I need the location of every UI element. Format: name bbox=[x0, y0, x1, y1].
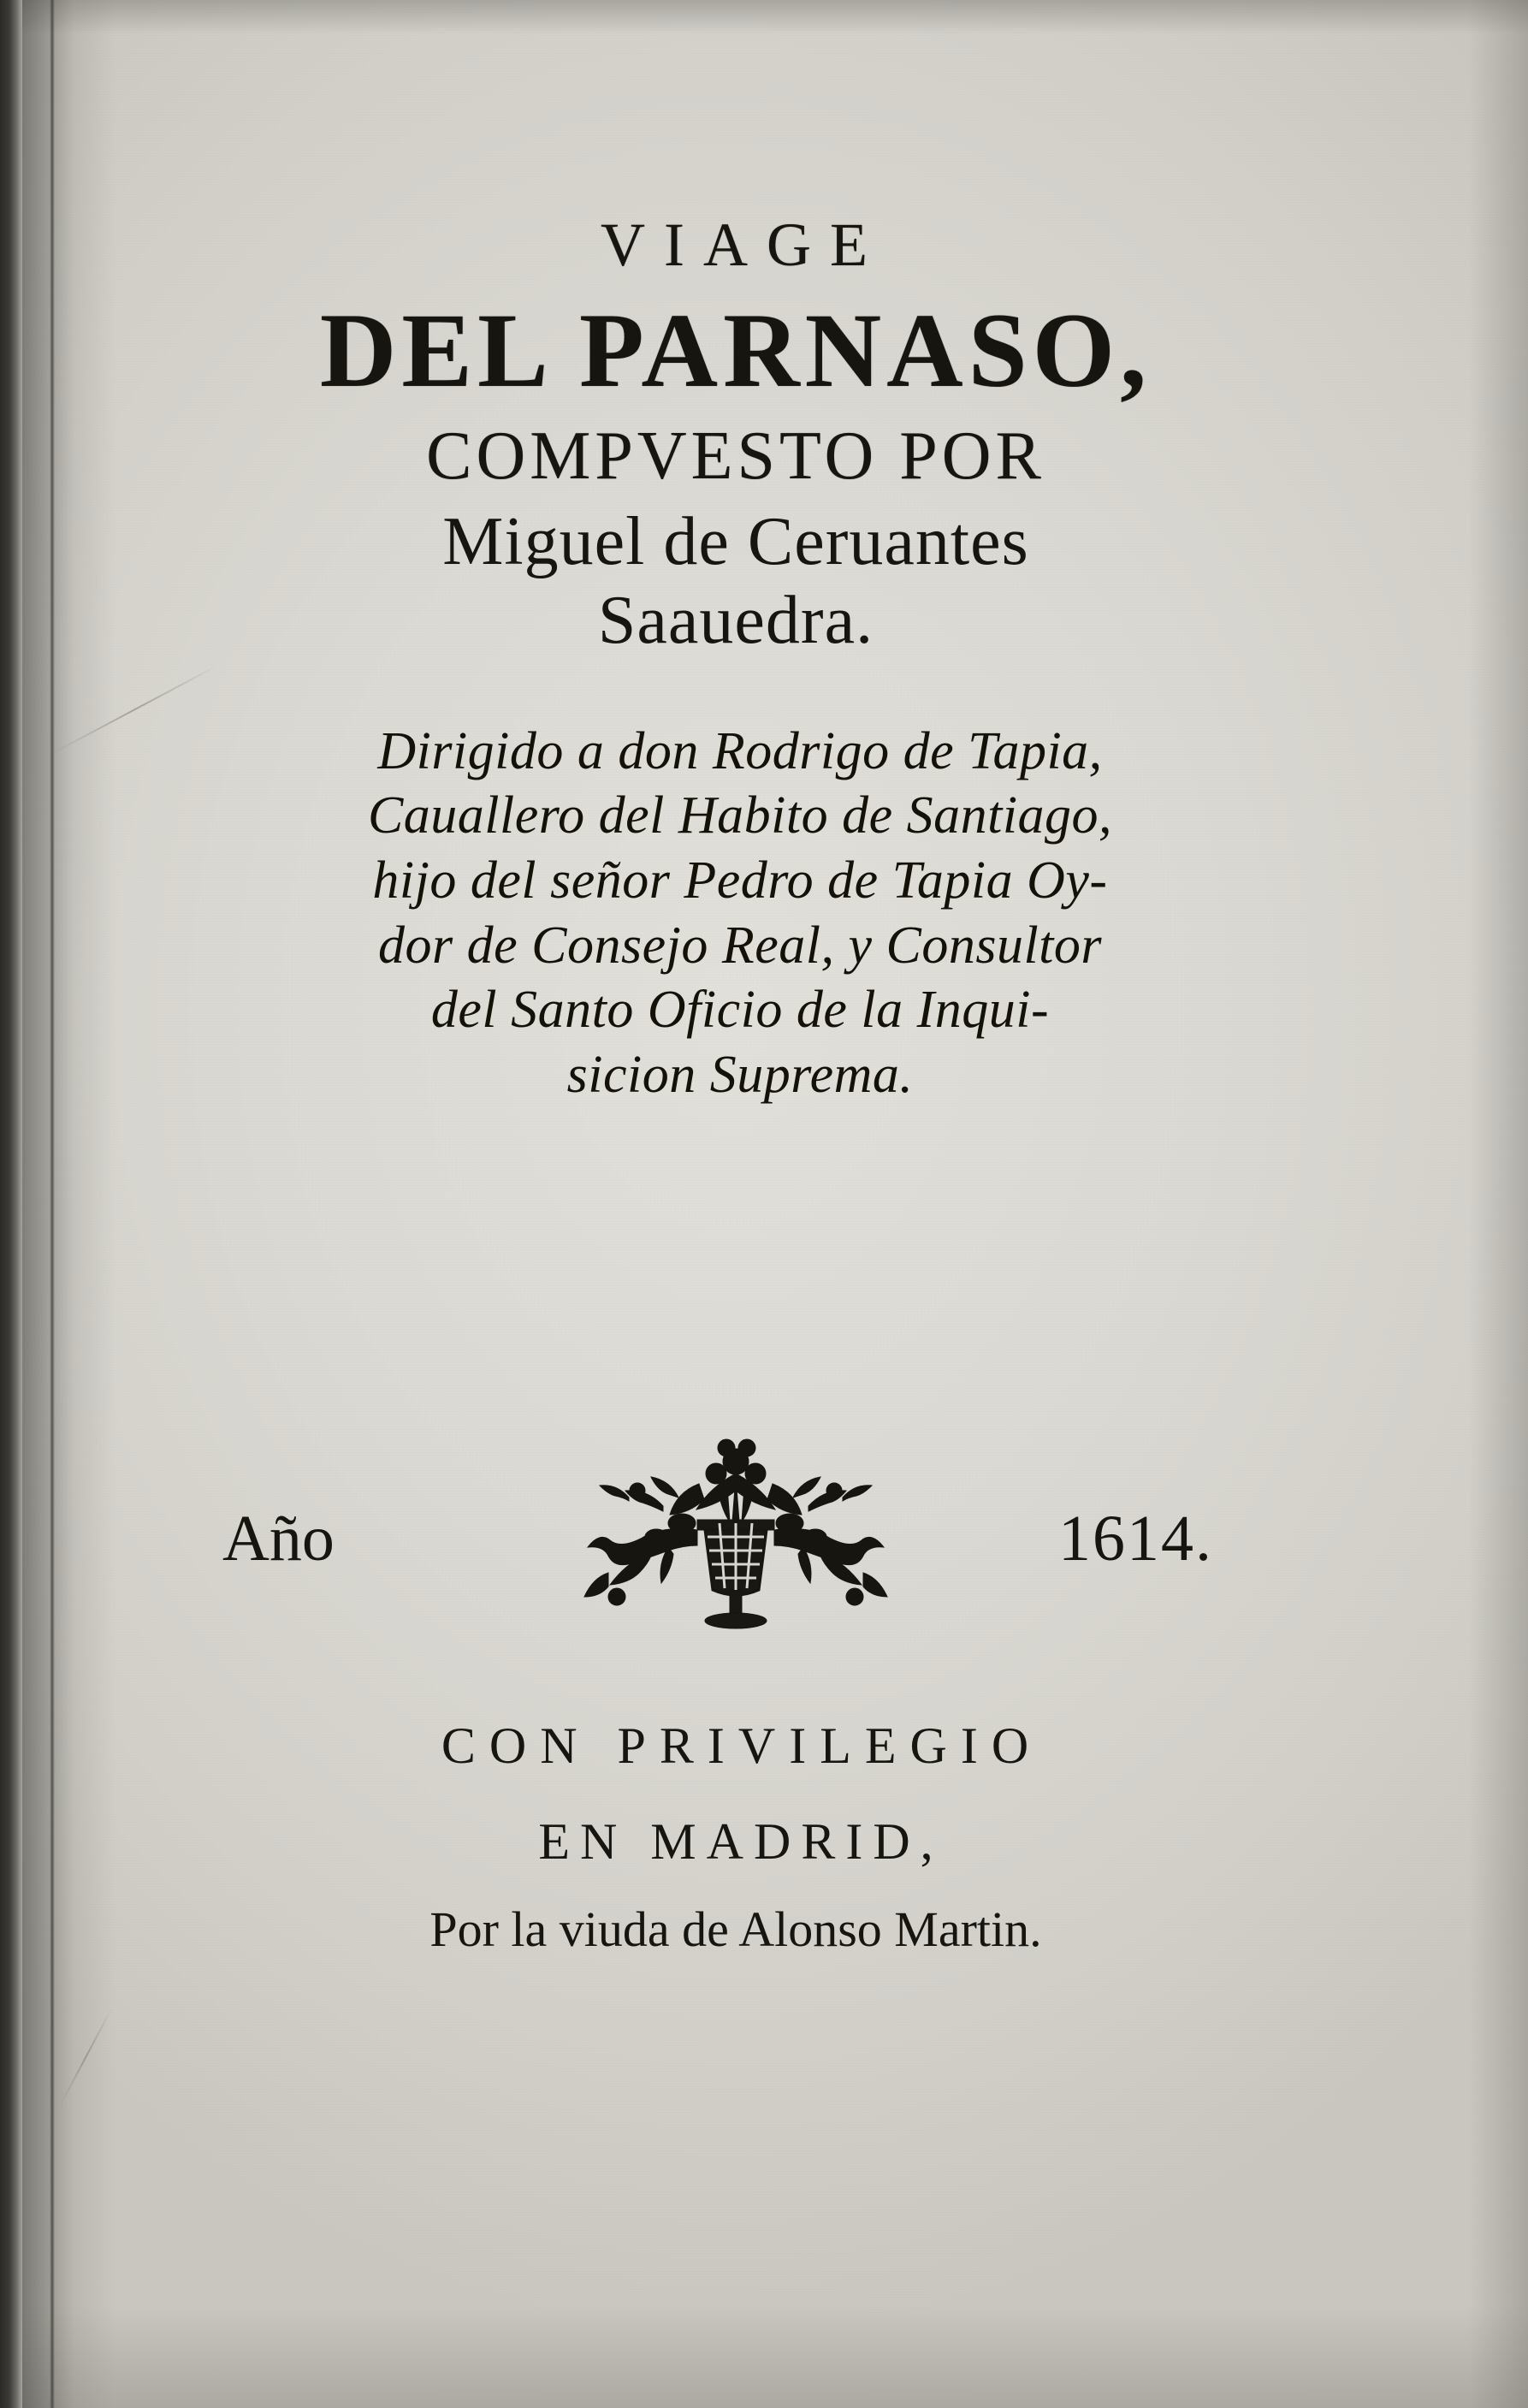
year-value: 1614. bbox=[1058, 1503, 1213, 1575]
dedication-block bbox=[128, 720, 1343, 1108]
author-line-1: Miguel de Ceruantes bbox=[442, 504, 1029, 580]
title-line-del-parnaso: DEL PARNASO, bbox=[319, 292, 1152, 409]
binding-gutter-shadow bbox=[22, 0, 116, 2408]
imprint-printer: Por la viuda de Alonso Martin. bbox=[429, 1901, 1042, 1957]
dedication-line: Cauallero del Habito de Santiago, bbox=[367, 786, 1113, 845]
title-line-viage: VIAGE bbox=[601, 211, 886, 279]
imprint-privilege: CON PRIVILEGIO bbox=[441, 1717, 1043, 1774]
page-bottom-shadow bbox=[0, 2305, 1528, 2408]
imprint-block bbox=[128, 1717, 1343, 1957]
ornament-row bbox=[128, 1395, 1343, 1669]
dedication-line: del Santo Oficio de la Inqui- bbox=[430, 981, 1050, 1040]
dedication-line: dor de Consejo Real, y Consultor bbox=[377, 916, 1103, 975]
dedication-line: sicion Suprema. bbox=[566, 1045, 914, 1104]
page-right-shadow bbox=[1468, 0, 1528, 2408]
dedication-line: Dirigido a don Rodrigo de Tapia, bbox=[377, 721, 1103, 780]
title-type-block bbox=[128, 211, 1343, 1107]
title-line-compuesto-por: COMPVESTO POR bbox=[426, 418, 1045, 495]
dedication-line: hijo del señor Pedro de Tapia Oy- bbox=[372, 851, 1108, 910]
author-line-2: Saauedra. bbox=[597, 583, 874, 659]
page-top-shadow bbox=[0, 0, 1528, 34]
year-label: Año bbox=[222, 1503, 335, 1575]
imprint-city: EN MADRID, bbox=[538, 1813, 944, 1870]
flower-basket-printers-ornament bbox=[535, 1395, 937, 1643]
binding-edge bbox=[0, 0, 22, 2408]
binding-crease-line bbox=[50, 0, 55, 2408]
